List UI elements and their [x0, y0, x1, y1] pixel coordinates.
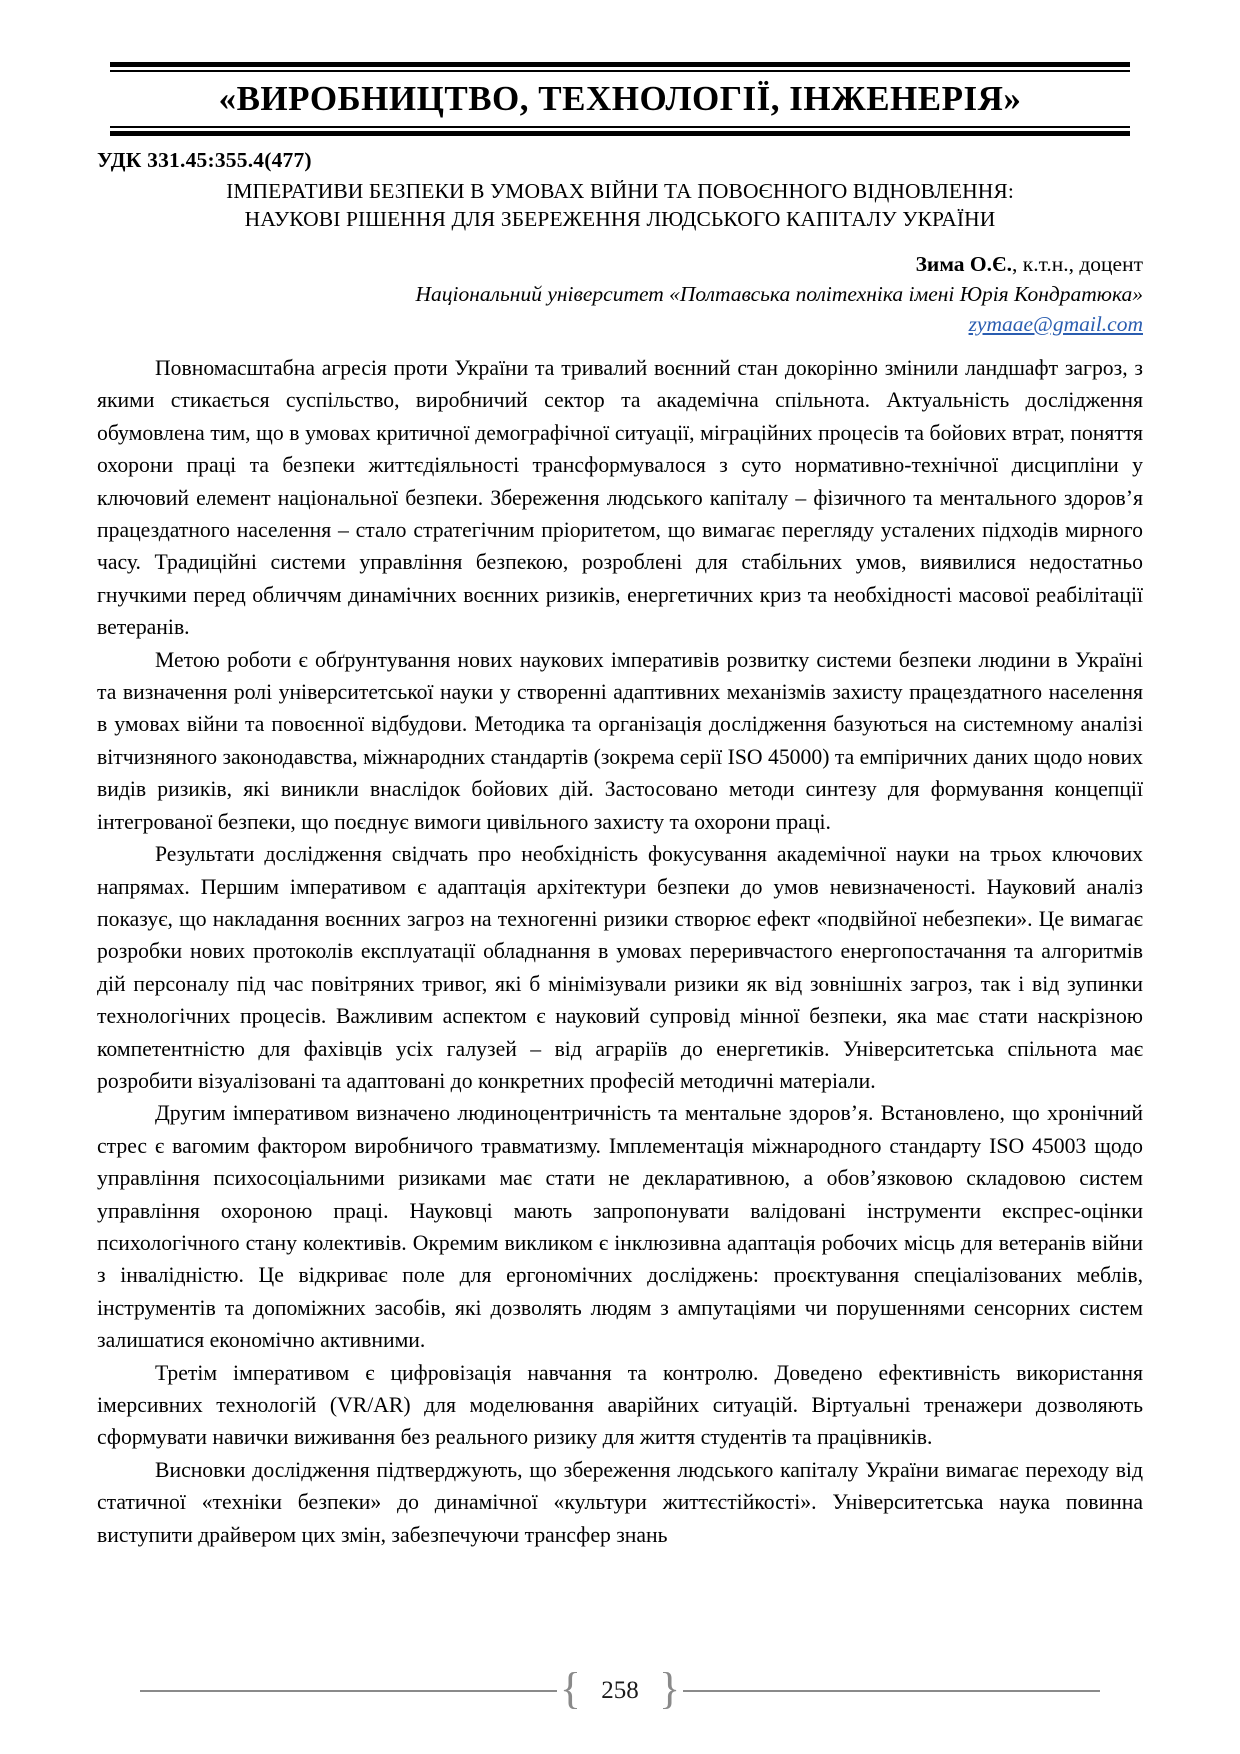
author-name: Зима О.Є. — [915, 252, 1012, 276]
article-title — [97, 178, 1143, 234]
page-footer — [140, 1664, 1100, 1714]
banner-bottom-rules — [110, 126, 1130, 136]
body-paragraph: Метою роботи є обґрунтування нових наукових імперативів розвитку системи безпеки людини в Україні та визначення ролі університетської науки у створенні адаптивних механізмів захисту працездатного населення в умовах війни та повоєнної відбудови. Методика та організація дослідження базуються на системному аналізі вітчизняного законодавства, міжнародних стандартів (зокрема серії ISO 45000) та емпіричних даних щодо нових видів ризиків, які виникли внаслідок бойових дій. Застосовано методи синтезу для формування концепції інтегрованої безпеки, що поєднує вимоги цивільного захисту та охорони праці. — [97, 647, 1143, 834]
page-number: 258 — [601, 1677, 639, 1704]
body-paragraph: Висновки дослідження підтверджують, що збереження людського капіталу України вимагає переходу від статичної «техніки безпеки» до динамічної «культури життєстійкості». Університетська наука повинна виступити драйвером цих змін, забезпечуючи трансфер знань — [97, 1457, 1143, 1547]
article-body — [97, 352, 1143, 1551]
banner-top-rules — [110, 62, 1130, 72]
footer-rule-right — [683, 1690, 1100, 1692]
body-paragraph: Повномасштабна агресія проти України та тривалий воєнний стан докорінно змінили ландшафт загроз, з якими стикається суспільство, виробничий сектор та академічна спільнота. Актуальність дослідження обумовлена тим, що в умовах критичної демографічної ситуації, міграційних процесів та бойових втрат, поняття охорони праці та безпеки життєдіяльності трансформувалося з суто нормативно-технічної дисципліни у ключовий елемент національної безпеки. Збереження людського капіталу – фізичного та ментального здоров’я працездатного населення – стало стратегічним пріоритетом, що вимагає перегляду усталених підходів мирного часу. Традиційні системи управління безпекою, розроблені для стабільних умов, виявилися недостатньо гнучкими перед обличчям динамічних воєнних ризиків, енергетичних криз та необхідності масової реабілітації ветеранів. — [97, 356, 1143, 640]
rule-thick-bottom — [110, 131, 1130, 136]
footer-brace-right: } — [659, 1664, 681, 1713]
article-title-line-1: ІМПЕРАТИВИ БЕЗПЕКИ В УМОВАХ ВІЙНИ ТА ПОВОЄННОГО ВІДНОВЛЕННЯ: — [226, 179, 1014, 203]
running-head-title: «ВИРОБНИЦТВО, ТЕХНОЛОГІЇ, ІНЖЕНЕРІЯ» — [218, 79, 1022, 118]
running-head-banner — [110, 62, 1130, 136]
author-email-link[interactable]: zymaae@gmail.com — [968, 311, 1143, 336]
article-title-line-2: НАУКОВІ РІШЕННЯ ДЛЯ ЗБЕРЕЖЕННЯ ЛЮДСЬКОГО КАПІТАЛУ УКРАЇНИ — [244, 206, 996, 231]
footer-rule-left — [140, 1690, 557, 1692]
author-block — [97, 250, 1143, 338]
footer-brace-left: { — [559, 1664, 581, 1713]
body-paragraph: Результати дослідження свідчать про необхідність фокусування академічної науки на трьох ключових напрямах. Першим імперативом є адаптація архітектури безпеки до умов невизначеності. Науковий аналіз показує, що накладання воєнних загроз на техногенні ризики створює ефект «подвійної небезпеки». Це вимагає розробки нових протоколів експлуатації обладнання в умовах переривчастого енергопостачання та алгоритмів дій персоналу під час повітряних тривог, які б мінімізували ризики як від зовнішніх загроз, так і від зупинки технологічних процесів. Важливим аспектом є науковий супровід мінної безпеки, яка має стати наскрізною компетентністю для фахівців усіх галузей – від аграріїв до енергетиків. Університетська спільнота має розробити візуалізовані та адаптовані до конкретних професій методичні матеріали. — [97, 842, 1143, 1093]
body-paragraph: Другим імперативом визначено людиноцентричність та ментальне здоров’я. Встановлено, що хронічний стрес є вагомим фактором виробничого травматизму. Імплементація міжнародного стандарту ISO 45003 щодо управління психосоціальними ризиками має стати не декларативною, а обов’язковою складовою систем управління охороною праці. Науковці мають запропонувати валідовані інструменти експрес-оцінки психологічного стану колективів. Окремим викликом є інклюзивна адаптація робочих місць для ветеранів війни з інвалідністю. Це відкриває поле для ергономічних досліджень: проєктування спеціалізованих меблів, інструментів та допоміжних засобів, які дозволять людям з ампутаціями чи порушеннями сенсорних систем залишатися економічно активними. — [97, 1101, 1143, 1353]
author-affiliation: Національний університет «Полтавська політехніка імені Юрія Кондратюка» — [415, 282, 1143, 307]
udc-code: УДК 331.45:355.4(477) — [97, 148, 312, 172]
body-paragraph: Третім імперативом є цифровізація навчання та контролю. Доведено ефективність використання імерсивних технологій (VR/AR) для моделювання аварійних ситуацій. Віртуальні тренажери дозволяють сформувати навички виживання без реального ризику для життя студентів та працівників. — [97, 1360, 1143, 1450]
author-degree: , к.т.н., доцент — [1012, 252, 1143, 276]
